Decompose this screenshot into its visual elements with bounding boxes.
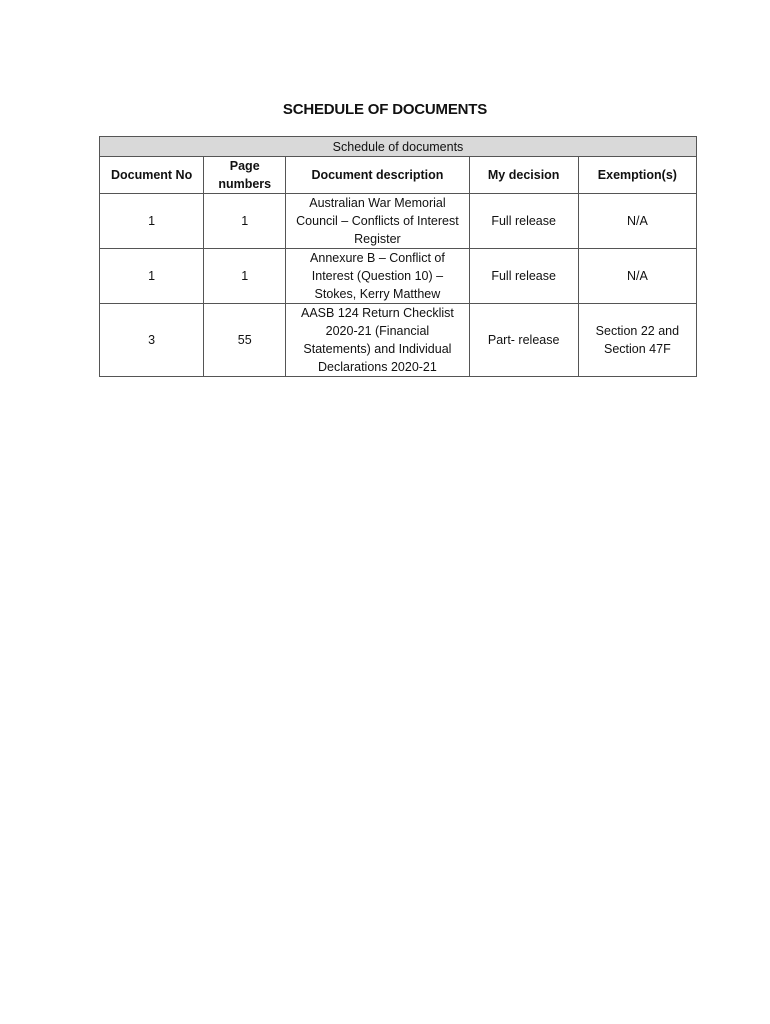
- cell-document-no: 1: [100, 194, 204, 249]
- header-document-no: Document No: [100, 157, 204, 194]
- cell-page-numbers: 1: [204, 194, 286, 249]
- header-exemptions: Exemption(s): [578, 157, 696, 194]
- header-page-numbers: Page numbers: [204, 157, 286, 194]
- cell-description: Annexure B – Conflict of Interest (Question 10) – Stokes, Kerry Matthew: [286, 249, 469, 304]
- cell-decision: Full release: [469, 249, 578, 304]
- header-my-decision: My decision: [469, 157, 578, 194]
- cell-exemptions: N/A: [578, 249, 696, 304]
- page-title: SCHEDULE OF DOCUMENTS: [282, 101, 488, 118]
- table-row: [100, 304, 697, 377]
- cell-document-no: 3: [100, 304, 204, 377]
- cell-description: Australian War Memorial Council – Conflicts of Interest Register: [286, 194, 469, 249]
- schedule-table: [99, 136, 697, 377]
- cell-document-no: 1: [100, 249, 204, 304]
- cell-decision: Part- release: [469, 304, 578, 377]
- table-row: [100, 194, 697, 249]
- cell-decision: Full release: [469, 194, 578, 249]
- cell-page-numbers: 1: [204, 249, 286, 304]
- table-row: [100, 249, 697, 304]
- header-document-description: Document description: [286, 157, 469, 194]
- cell-description: AASB 124 Return Checklist 2020-21 (Financial Statements) and Individual Declarations 2020-21: [286, 304, 469, 377]
- table-header-row: [100, 157, 697, 194]
- cell-exemptions: Section 22 and Section 47F: [578, 304, 696, 377]
- table-caption-row: [100, 137, 697, 157]
- cell-page-numbers: 55: [204, 304, 286, 377]
- cell-exemptions: N/A: [578, 194, 696, 249]
- table-caption: Schedule of documents: [100, 137, 697, 157]
